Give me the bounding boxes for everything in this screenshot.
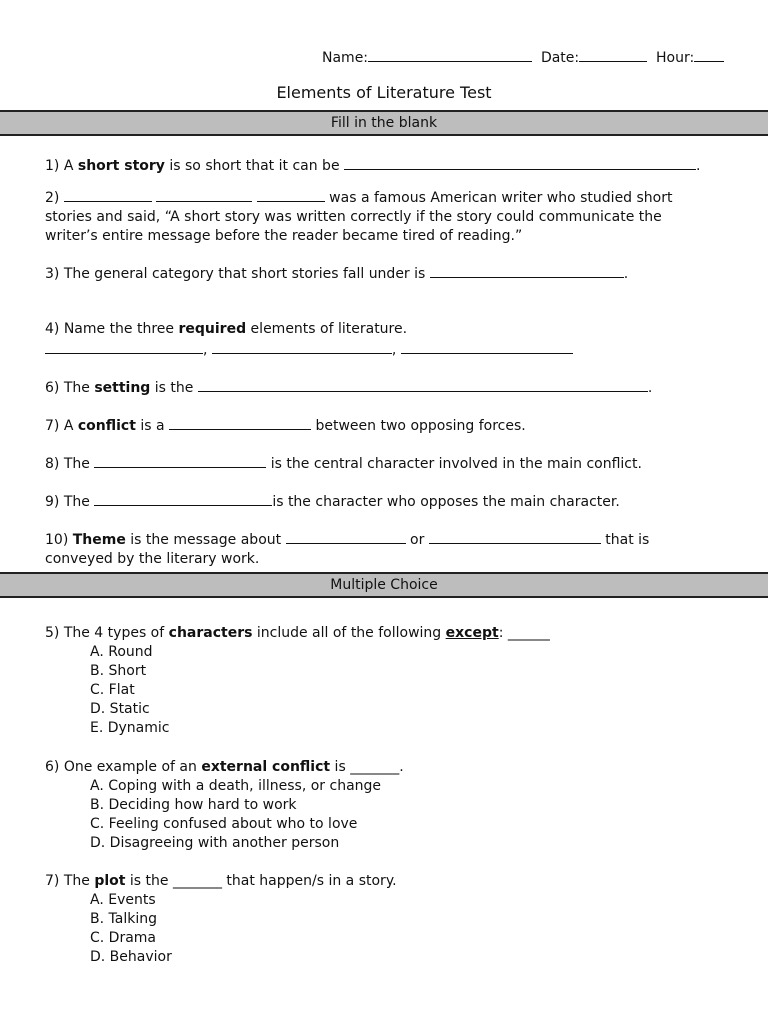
mc5-term: characters	[168, 625, 253, 641]
q8-text: 8) The	[45, 456, 95, 472]
q6-term: setting	[94, 380, 151, 396]
student-info-header	[322, 47, 724, 66]
hour-blank[interactable]	[694, 47, 724, 62]
question-2	[45, 187, 735, 246]
option[interactable]: A. Coping with a death, illness, or change	[90, 778, 382, 794]
date-blank[interactable]	[579, 47, 647, 62]
q7-blank[interactable]	[169, 415, 311, 430]
q10-or: or	[405, 532, 429, 548]
q7-end: between two opposing forces.	[311, 418, 526, 434]
q8-blank[interactable]	[94, 453, 266, 468]
q3-text: 3) The general category that short stories fall under is	[45, 266, 430, 282]
q1-blank[interactable]	[344, 155, 696, 170]
option[interactable]: D. Behavior	[90, 949, 172, 965]
mc5-end: : ______	[498, 625, 550, 641]
question-3	[45, 263, 735, 284]
q10-blank-2[interactable]	[429, 529, 601, 544]
q6-text: 6) The	[45, 380, 95, 396]
q1-term: short story	[77, 158, 165, 174]
section-multiple-choice: Multiple Choice	[0, 572, 768, 598]
q2-number: 2)	[45, 190, 64, 206]
mc7-end: is the _______ that happen/s in a story.	[125, 873, 397, 889]
q4-text: 4) Name the three	[45, 321, 179, 337]
option[interactable]: C. Flat	[90, 682, 135, 698]
question-7-fill	[45, 415, 735, 436]
q4-blank-3[interactable]	[401, 339, 573, 354]
q4-comma-1: ,	[203, 342, 208, 358]
q9-blank[interactable]	[94, 491, 272, 506]
q9-end: is the character who opposes the main character.	[272, 494, 620, 510]
option[interactable]: B. Deciding how hard to work	[90, 797, 297, 813]
option[interactable]: D. Disagreeing with another person	[90, 835, 340, 851]
question-10	[45, 529, 735, 569]
mc7-options	[45, 891, 735, 967]
option[interactable]: B. Short	[90, 663, 147, 679]
option[interactable]: C. Feeling confused about who to love	[90, 816, 358, 832]
question-1	[45, 155, 735, 176]
mc7-term: plot	[94, 873, 126, 889]
q4-term: required	[178, 321, 247, 337]
q8-end: is the central character involved in the main conflict.	[266, 456, 642, 472]
option[interactable]: E. Dynamic	[90, 720, 170, 736]
name-blank[interactable]	[368, 47, 532, 62]
q9-text: 9) The	[45, 494, 95, 510]
option[interactable]: D. Static	[90, 701, 150, 717]
q7-text-2: is a	[135, 418, 170, 434]
option[interactable]: B. Talking	[90, 911, 157, 927]
option[interactable]: A. Events	[90, 892, 156, 908]
mc5-text-2: include all of the following	[252, 625, 446, 641]
q2-blank-3[interactable]	[257, 187, 325, 202]
q6-end: .	[647, 380, 653, 396]
q7-text: 7) A	[45, 418, 78, 434]
question-8	[45, 453, 735, 474]
q10-text-line-2: conveyed by the literary work.	[45, 551, 260, 567]
q7-term: conflict	[77, 418, 136, 434]
mc6-options	[45, 777, 735, 853]
mc6-text: 6) One example of an	[45, 759, 202, 775]
q4-blank-2[interactable]	[212, 339, 392, 354]
q3-end: .	[623, 266, 629, 282]
option[interactable]: A. Round	[90, 644, 153, 660]
date-label: Date:	[540, 50, 580, 66]
mc5-text: 5) The 4 types of	[45, 625, 169, 641]
question-4	[45, 320, 735, 360]
mc-question-5	[45, 624, 735, 738]
hour-label: Hour:	[656, 50, 695, 66]
q10-text: is the message about	[125, 532, 286, 548]
mc-question-7	[45, 872, 735, 967]
mc6-end: is _______.	[330, 759, 404, 775]
q1-end: .	[696, 158, 701, 174]
option[interactable]: C. Drama	[90, 930, 157, 946]
mc-question-6	[45, 758, 735, 853]
q1-text: 1) A	[45, 158, 78, 174]
q4-comma-2: ,	[391, 342, 397, 358]
page-title: Elements of Literature Test	[276, 83, 492, 102]
mc5-options	[45, 643, 735, 738]
q2-blank-1[interactable]	[64, 187, 152, 202]
q4-text-2: elements of literature.	[246, 321, 408, 337]
q2-text-line-3: writer’s entire message before the reader became tired of reading.”	[45, 228, 523, 244]
q10-term: Theme	[72, 532, 126, 548]
mc6-term: external conflict	[201, 759, 331, 775]
q4-blank-1[interactable]	[45, 339, 203, 354]
section-fill-blank: Fill in the blank	[0, 110, 768, 136]
q10-number: 10)	[45, 532, 73, 548]
question-9	[45, 491, 735, 512]
q2-text-line-2: stories and said, “A short story was written correctly if the story could communicate the	[45, 209, 662, 225]
q6-text-2: is the	[150, 380, 198, 396]
mc7-text: 7) The	[45, 873, 95, 889]
q3-blank[interactable]	[430, 263, 624, 278]
q6-blank[interactable]	[198, 377, 648, 392]
q2-text: was a famous American writer who studied short	[324, 190, 673, 206]
question-6-fill	[45, 377, 735, 398]
q1-text-2: is so short that it can be	[164, 158, 345, 174]
q10-blank-1[interactable]	[286, 529, 406, 544]
q10-end: that is	[600, 532, 650, 548]
mc5-except: except	[445, 625, 499, 641]
q2-blank-2[interactable]	[156, 187, 252, 202]
name-label: Name:	[322, 50, 369, 66]
